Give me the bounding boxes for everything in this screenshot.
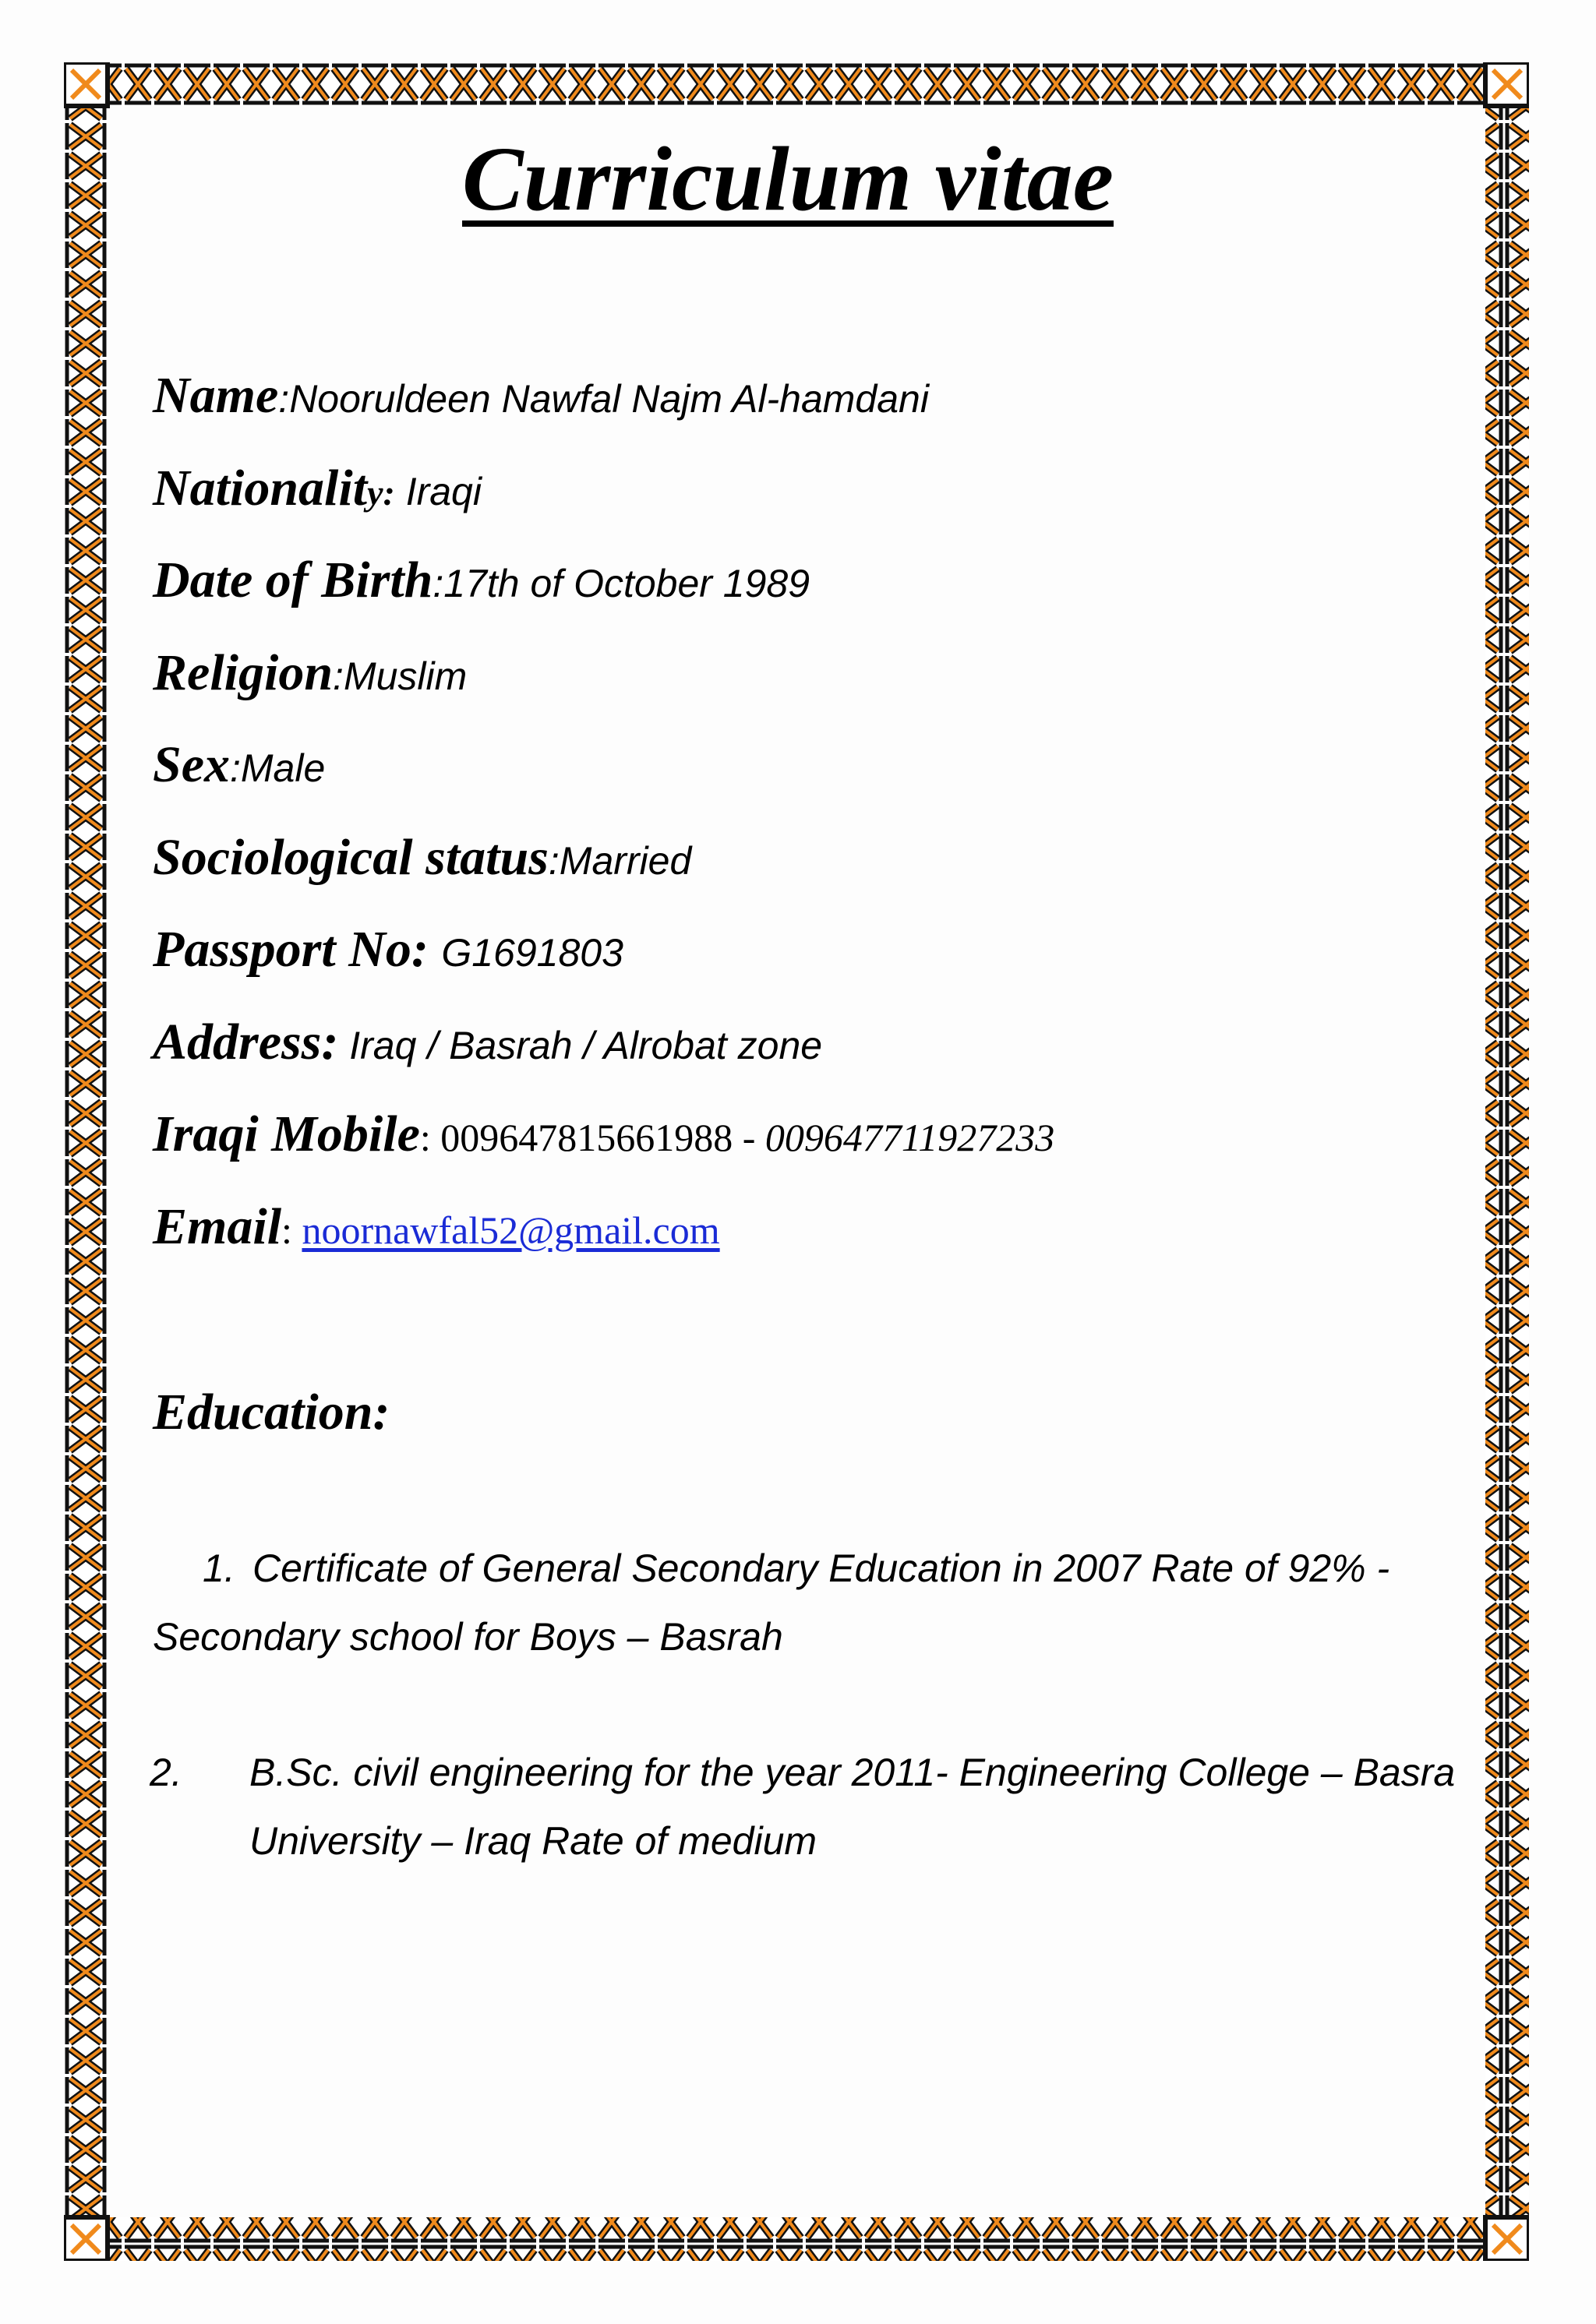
education-text-line-2: Secondary school for Boys – Basrah [153, 1615, 783, 1659]
field-label-suffix: y: [367, 472, 395, 513]
field-name [153, 366, 1470, 459]
field-label: Name [153, 367, 279, 424]
field-religion [153, 644, 1470, 736]
field-value: Iraq / Basrah / Alrobat zone [349, 1023, 823, 1067]
field-value: Married [559, 838, 692, 883]
page-title: Curriculum vitae [462, 128, 1114, 230]
mobile-dash: - [733, 1116, 765, 1159]
field-iraqi-mobile [153, 1105, 1470, 1197]
field-separator: : [333, 654, 344, 698]
field-email [153, 1197, 1470, 1290]
field-label: Nationalit [153, 459, 368, 517]
list-number: 2. [150, 1751, 182, 1794]
list-number: 1. [203, 1546, 235, 1590]
field-separator: : [278, 377, 290, 421]
education-text: B.Sc. civil engineering for the year 2011- Engineering College – Basra University – Iraq Rate of medium [249, 1751, 1456, 1863]
field-label: Iraqi Mobile [153, 1106, 420, 1162]
field-value: Nooruldeen Nawfal Najm Al-hamdani [289, 377, 929, 421]
field-separator: : [433, 562, 444, 605]
field-label: Sex [153, 736, 230, 793]
education-item [153, 1534, 1493, 1671]
field-value: G1691803 [441, 931, 623, 975]
mobile-number-1: 009647815661988 [440, 1116, 733, 1159]
field-nationality [153, 459, 1470, 552]
field-passport-no [153, 920, 1470, 1013]
education-heading: Education: [153, 1384, 390, 1441]
field-value: Iraqi [394, 469, 482, 513]
field-value: 17th of October 1989 [443, 562, 810, 605]
field-separator: : [548, 838, 560, 883]
field-label: Religion [153, 644, 334, 701]
cv-content [150, 125, 1470, 1875]
field-separator: : [281, 1208, 302, 1252]
field-date-of-birth [153, 551, 1470, 644]
field-label: Email [153, 1197, 282, 1255]
field-separator [338, 1023, 349, 1068]
field-label: Passport No [153, 921, 411, 978]
field-label: Address: [153, 1013, 339, 1070]
field-label: Date of Birth [153, 552, 433, 608]
education-item [150, 1738, 1566, 1875]
field-value: Muslim [343, 654, 468, 698]
field-separator: : [230, 746, 241, 790]
field-address [153, 1013, 1470, 1106]
field-label-suffix: : [411, 921, 442, 978]
field-separator: : [419, 1116, 441, 1159]
mobile-number-2: 009647711927233 [764, 1116, 1055, 1159]
field-sociological-status [153, 828, 1470, 921]
field-sex [153, 735, 1470, 828]
personal-info [153, 366, 1470, 1289]
email-link[interactable]: noornawfal52@gmail.com [302, 1208, 720, 1252]
field-value: Male [240, 746, 326, 790]
education-text-line-1: Certificate of General Secondary Education in 2007 Rate of 92% - [252, 1546, 1390, 1590]
field-label: Sociological status [153, 828, 549, 886]
